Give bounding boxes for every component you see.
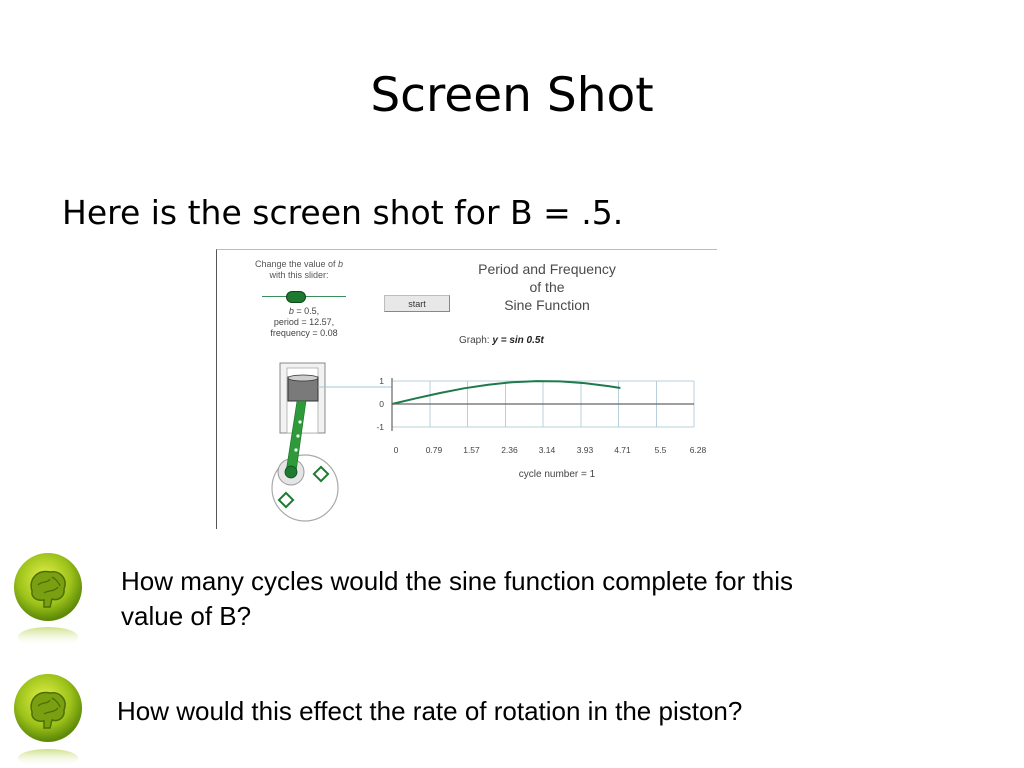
slide-subtitle: Here is the screen shot for B = .5.	[62, 193, 624, 232]
y-tick-label: -1	[376, 422, 384, 432]
x-tick-label: 3.93	[576, 445, 594, 455]
applet-screenshot	[216, 249, 717, 529]
applet-title-line3: Sine Function	[504, 297, 590, 313]
brain-icon	[4, 668, 96, 768]
question-1-line1: How many cycles would the sine function complete for this	[121, 566, 793, 596]
question-2: How would this effect the rate of rotation in the piston?	[117, 696, 743, 726]
cycle-number-label: cycle number = 1	[518, 469, 596, 480]
readout-period: period = 12.57,	[273, 317, 335, 327]
slide-title: Screen Shot	[370, 68, 654, 123]
x-tick-label: 0.79	[425, 445, 443, 455]
x-tick-label: 3.14	[538, 445, 556, 455]
slider-caption-line1: Change the value of	[254, 259, 336, 269]
x-tick-label: 2.36	[501, 445, 518, 455]
applet-title-line1: Period and Frequency	[478, 261, 616, 277]
slider-caption-line2: with this slider:	[269, 270, 329, 280]
applet-title-line2: of the	[529, 279, 565, 295]
y-tick-label: 0	[379, 399, 384, 409]
x-tick-label: 5.5	[654, 445, 667, 455]
x-tick-label: 4.71	[614, 445, 631, 455]
x-tick-label: 0	[393, 445, 399, 455]
cycle-label-layer	[217, 250, 717, 529]
question-1	[121, 564, 793, 634]
start-button[interactable]: start	[384, 295, 450, 312]
slider-caption-var: b	[338, 259, 344, 269]
brain-icon	[4, 545, 96, 650]
readout-b-var: b	[288, 306, 294, 316]
readout-frequency: frequency = 0.08	[270, 328, 338, 338]
x-tick-label: 6.28	[689, 445, 707, 455]
question-1-line2: value of B?	[121, 601, 252, 631]
y-tick-label: 1	[379, 376, 384, 386]
graph-equation: y = sin 0.5t	[492, 335, 544, 346]
graph-prefix: Graph:	[459, 335, 493, 346]
readout-b-value: = 0.5,	[293, 306, 320, 316]
x-tick-label: 1.57	[463, 445, 480, 455]
